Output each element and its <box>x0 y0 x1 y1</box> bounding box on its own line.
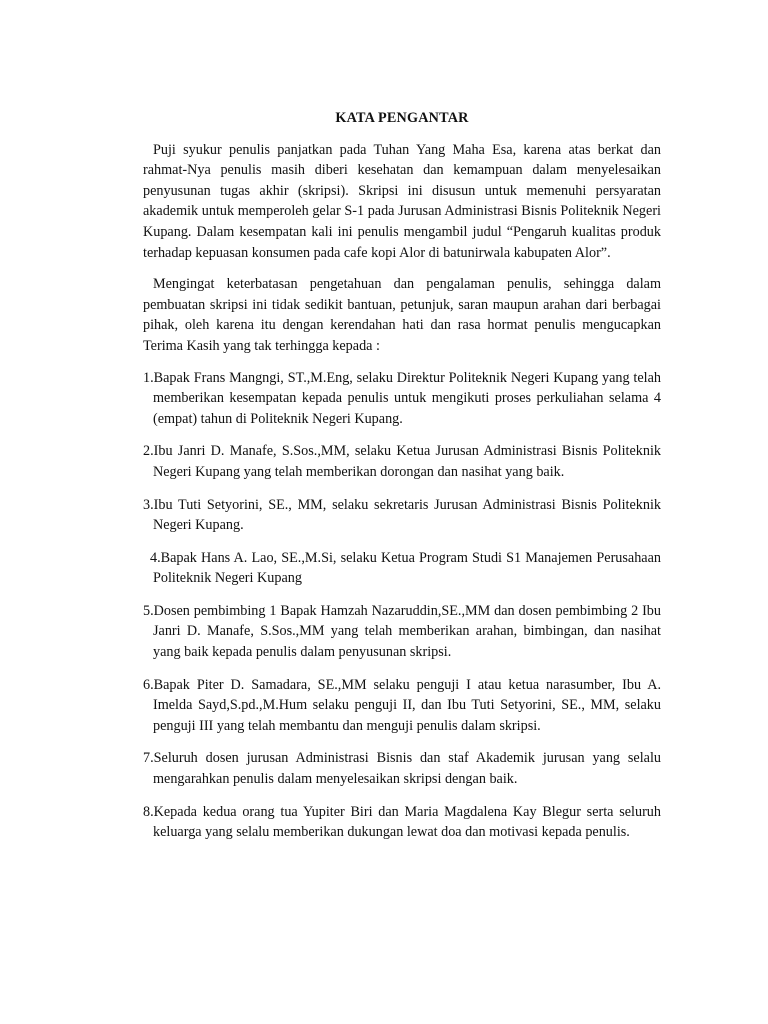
document-page <box>143 108 661 855</box>
thanks-list <box>143 368 661 843</box>
list-item: 4.Bapak Hans A. Lao, SE.,M.Si, selaku Ketua Program Studi S1 Manajemen Perusahaan Politeknik Negeri Kupang <box>150 549 661 587</box>
acknowledgement-paragraph: Mengingat keterbatasan pengetahuan dan pengalaman penulis, sehingga dalam pembuatan skripsi ini tidak sedikit bantuan, petunjuk, saran maupun arahan dari berbagai pihak, oleh karena itu dengan kerendahan hati dan rasa hormat penulis mengucapkan Terima Kasih yang tak terhingga kepada : <box>143 276 661 354</box>
intro-paragraph: Puji syukur penulis panjatkan pada Tuhan Yang Maha Esa, karena atas berkat dan rahmat-Nya penulis masih diberi kesehatan dan kemampuan dalam menyelesaikan penyusunan tugas akhir (skripsi). Skripsi ini disusun untuk memenuhi persyaratan akademik untuk memperoleh gelar S-1 pada Jurusan Administrasi Bisnis Politeknik Negeri Kupang. Dalam kesempatan kali ini penulis mengambil judul “Pengaruh kualitas produk terhadap kepuasan konsumen pada cafe kopi Alor di batunirwala kabupaten Alor”. <box>143 141 661 261</box>
list-item: 5.Dosen pembimbing 1 Bapak Hamzah Nazaruddin,SE.,MM dan dosen pembimbing 2 Ibu Janri D. Manafe, S.Sos.,MM yang telah memberikan arahan, bimbingan, dan nasihat yang baik kepada penulis dalam penyusunan skripsi. <box>143 602 661 661</box>
page-title: KATA PENGANTAR <box>335 110 469 126</box>
list-item: 3.Ibu Tuti Setyorini, SE., MM, selaku sekretaris Jurusan Administrasi Bisnis Politeknik Negeri Kupang. <box>143 496 661 534</box>
list-item: 6.Bapak Piter D. Samadara, SE.,MM selaku penguji I atau ketua narasumber, Ibu A. Imelda Sayd,S.pd.,M.Hum selaku penguji II, dan Ibu Tuti Setyorini, SE., MM, selaku penguji III yang telah membantu dan menguji penulis dalam skripsi. <box>143 676 661 734</box>
list-item: 8.Kepada kedua orang tua Yupiter Biri dan Maria Magdalena Kay Blegur serta seluruh keluarga yang selalu memberikan dukungan lewat doa dan motivasi kepada penulis. <box>143 803 661 841</box>
list-item: 2.Ibu Janri D. Manafe, S.Sos.,MM, selaku Ketua Jurusan Administrasi Bisnis Politeknik Negeri Kupang yang telah memberikan dorongan dan nasihat yang baik. <box>143 443 661 480</box>
list-item: 7.Seluruh dosen jurusan Administrasi Bisnis dan staf Akademik jurusan yang selalu mengarahkan penulis dalam menyelesaikan skripsi dengan baik. <box>143 750 661 788</box>
list-item: 1.Bapak Frans Mangngi, ST.,M.Eng, selaku Direktur Politeknik Negeri Kupang yang telah memberikan kesempatan kepada penulis untuk mengikuti proses perkuliahan selama 4 (empat) tahun di Politeknik Negeri Kupang. <box>143 369 661 427</box>
